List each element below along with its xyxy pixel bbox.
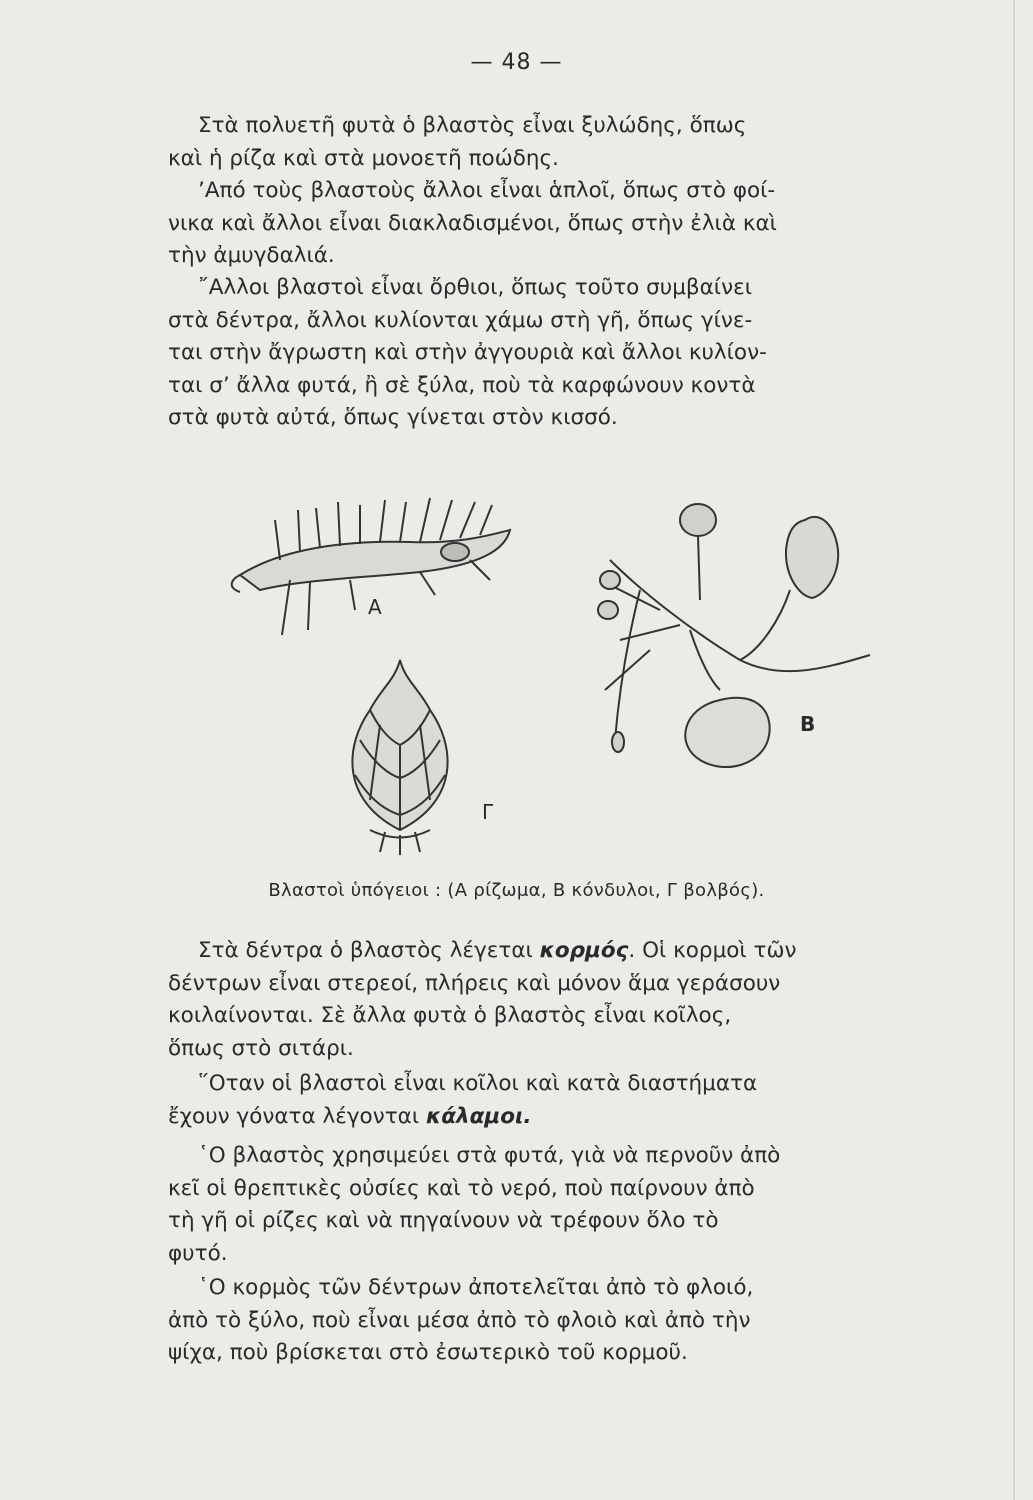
text-line xyxy=(168,1101,898,1134)
text-line: στὰ δέντρα, ἄλλοι κυλίονται χάμω στὴ γῆ, ὅπως γίνε- xyxy=(168,307,753,333)
text-line xyxy=(168,935,898,968)
text-line: ’Από τοὺς βλαστοὺς ἄλλοι εἶναι ἁπλοῖ, ὅπως στὸ φοί- xyxy=(198,178,776,203)
bulb-drawing xyxy=(352,660,447,855)
text-line: ὅπως στὸ σιτάρι. xyxy=(168,1035,354,1061)
term-kormos: κορμός xyxy=(539,938,629,963)
text-line: ἀπὸ τὸ ξύλο, ποὺ εἶναι μέσα ἀπὸ τὸ φλοιὸ καὶ ἀπὸ τὴν xyxy=(168,1307,751,1333)
figure-underground-stems xyxy=(220,480,880,870)
text-line: δέντρων εἶναι στερεοί, πλήρεις καὶ μόνον ἅμα γεράσουν xyxy=(168,970,781,996)
figure-label-c: Γ xyxy=(482,800,494,824)
text-line: ῾Ο βλαστὸς χρησιμεύει στὰ φυτά, γιὰ νὰ περνοῦν ἀπὸ xyxy=(198,1143,781,1168)
text-segment: Στὰ δέντρα ὁ βλαστὸς λέγεται xyxy=(198,938,540,963)
text-line: καὶ ἡ ρίζα καὶ στὰ μονοετῆ ποώδης. xyxy=(168,145,559,171)
text-line: κεῖ οἱ θρεπτικὲς οὐσίες καὶ τὸ νερό, ποὺ παίρνουν ἀπὸ xyxy=(168,1175,755,1201)
paragraph-7 xyxy=(168,1272,898,1370)
text-line: ῾Ο κορμὸς τῶν δέντρων ἀποτελεῖται ἀπὸ τὸ φλοιό, xyxy=(198,1275,754,1300)
page-edge xyxy=(1013,0,1015,1500)
text-line: ται στὴν ἄγρωστη καὶ στὴν ἀγγουριὰ καὶ ἄλλοι κυλίον- xyxy=(168,340,767,365)
text-line: ψίχα, ποὺ βρίσκεται στὸ ἐσωτερικὸ τοῦ κορμοῦ. xyxy=(168,1340,688,1365)
figure-label-a: Α xyxy=(368,595,382,619)
text-segment: . Οἱ κορμοὶ τῶν xyxy=(628,938,797,963)
text-line: ῞Οταν οἱ βλαστοὶ εἶναι κοῖλοι καὶ κατὰ διαστήματα xyxy=(198,1071,758,1096)
text-line: τὴν ἀμυγδαλιά. xyxy=(168,243,335,268)
tubers-drawing xyxy=(598,504,870,767)
text-line: ται σ’ ἄλλα φυτά, ἢ σὲ ξύλα, ποὺ τὰ καρφώνουν κοντὰ xyxy=(168,372,756,398)
figure-label-b: Β xyxy=(800,712,816,736)
text-segment: ἔχουν γόνατα λέγονται xyxy=(168,1103,426,1129)
text-line: φυτό. xyxy=(168,1240,228,1266)
paragraph-1 xyxy=(168,110,898,175)
text-line: νικα καὶ ἄλλοι εἶναι διακλαδισμένοι, ὅπως στὴν ἐλιὰ καὶ xyxy=(168,210,777,236)
text-line: Στὰ πολυετῆ φυτὰ ὁ βλαστὸς εἶναι ξυλώδης, ὅπως xyxy=(198,113,747,138)
paragraph-3 xyxy=(168,272,898,435)
term-kalamoi: κάλαμοι. xyxy=(425,1103,532,1129)
illustration xyxy=(220,480,880,870)
page-number: — 48 — xyxy=(470,50,563,75)
text-line: τὴ γῆ οἱ ρίζες καὶ νὰ πηγαίνουν νὰ τρέφουν ὅλο τὸ xyxy=(168,1208,719,1233)
paragraph-4 xyxy=(168,935,898,1065)
text-line: ῎Αλλοι βλαστοὶ εἶναι ὄρθιοι, ὅπως τοῦτο συμβαίνει xyxy=(198,275,752,300)
paragraph-6 xyxy=(168,1140,898,1270)
text-line: κοιλαίνονται. Σὲ ἄλλα φυτὰ ὁ βλαστὸς εἶναι κοῖλος, xyxy=(168,1003,732,1028)
figure-caption: Βλαστοὶ ὑπόγειοι : (Α ρίζωμα, Β κόνδυλοι, Γ βολβός). xyxy=(268,880,765,901)
paragraph-5 xyxy=(168,1068,898,1133)
text-line: στὰ φυτὰ αὐτά, ὅπως γίνεται στὸν κισσό. xyxy=(168,405,618,430)
paragraph-2 xyxy=(168,175,898,273)
